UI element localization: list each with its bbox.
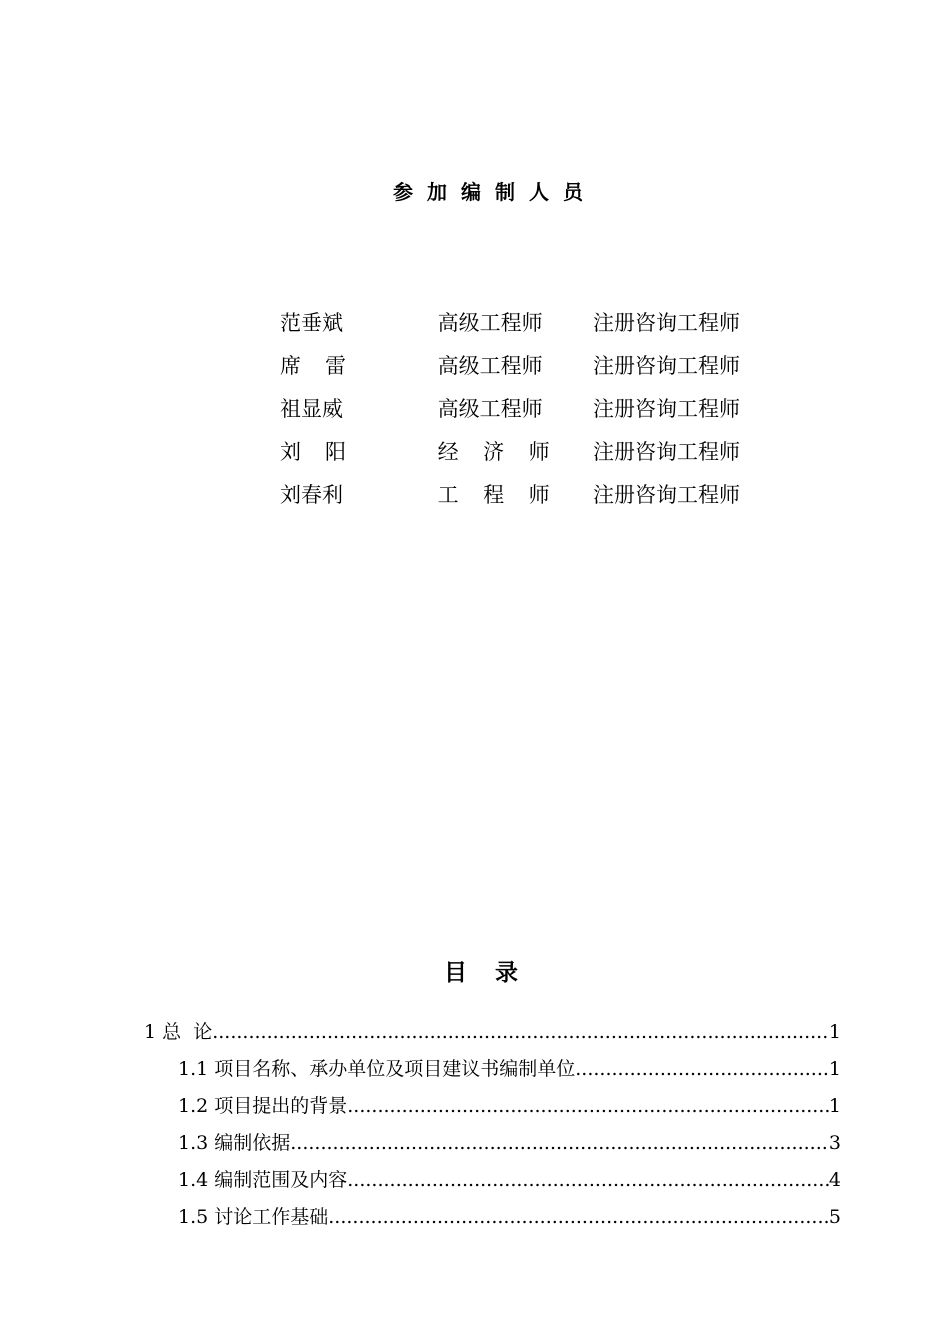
toc-entry-page: 3 <box>828 1132 841 1154</box>
staff-certification: 注册咨询工程师 <box>593 439 740 464</box>
toc-entry-label: 1.5 讨论工作基础 <box>178 1206 329 1228</box>
toc-entry-page: 1 <box>828 1095 841 1117</box>
staff-name: 刘阳 <box>280 439 370 464</box>
toc-entry[interactable] <box>144 1051 841 1088</box>
staff-section-title: 参加编制人员 <box>393 180 597 204</box>
staff-title: 工程师 <box>437 482 575 507</box>
toc-entry[interactable] <box>144 1088 841 1125</box>
staff-row <box>280 429 740 472</box>
staff-row <box>280 472 740 515</box>
toc-leader-dots <box>347 1162 829 1199</box>
table-of-contents <box>144 1014 841 1236</box>
toc-entry[interactable] <box>144 1125 841 1162</box>
toc-entry[interactable] <box>144 1014 841 1051</box>
toc-title: 目录 <box>444 959 546 986</box>
toc-leader-dots <box>212 1014 829 1051</box>
staff-title: 经济师 <box>437 439 575 464</box>
toc-entry-page: 1 <box>828 1021 841 1043</box>
toc-entry-label: 1.2 项目提出的背景 <box>178 1095 348 1117</box>
toc-entry-page: 1 <box>828 1058 841 1080</box>
toc-entry-label: 1.1 项目名称、承办单位及项目建议书编制单位 <box>178 1058 576 1080</box>
toc-entry-label: 1.4 编制范围及内容 <box>178 1169 348 1191</box>
staff-name: 席雷 <box>280 353 370 378</box>
staff-name: 祖显威 <box>280 396 343 421</box>
toc-leader-dots <box>575 1051 829 1088</box>
staff-row <box>280 386 740 429</box>
toc-leader-dots <box>328 1199 829 1236</box>
toc-leader-dots <box>347 1088 829 1125</box>
toc-entry[interactable] <box>144 1162 841 1199</box>
staff-row <box>280 300 740 343</box>
toc-leader-dots <box>290 1125 829 1162</box>
toc-entry-page: 5 <box>828 1206 841 1228</box>
staff-list <box>280 300 740 515</box>
staff-name: 刘春利 <box>280 482 343 507</box>
toc-entry-page: 4 <box>828 1169 841 1191</box>
staff-certification: 注册咨询工程师 <box>593 310 740 335</box>
staff-title: 高级工程师 <box>437 310 543 335</box>
staff-title: 高级工程师 <box>437 396 543 421</box>
staff-row <box>280 343 740 386</box>
staff-certification: 注册咨询工程师 <box>593 396 740 421</box>
staff-certification: 注册咨询工程师 <box>593 482 740 507</box>
toc-entry-label: 1.3 编制依据 <box>178 1132 291 1154</box>
toc-entry-label: 1 总 论 <box>144 1021 213 1043</box>
toc-entry[interactable] <box>144 1199 841 1236</box>
staff-name: 范垂斌 <box>280 310 343 335</box>
staff-title: 高级工程师 <box>437 353 543 378</box>
staff-certification: 注册咨询工程师 <box>593 353 740 378</box>
